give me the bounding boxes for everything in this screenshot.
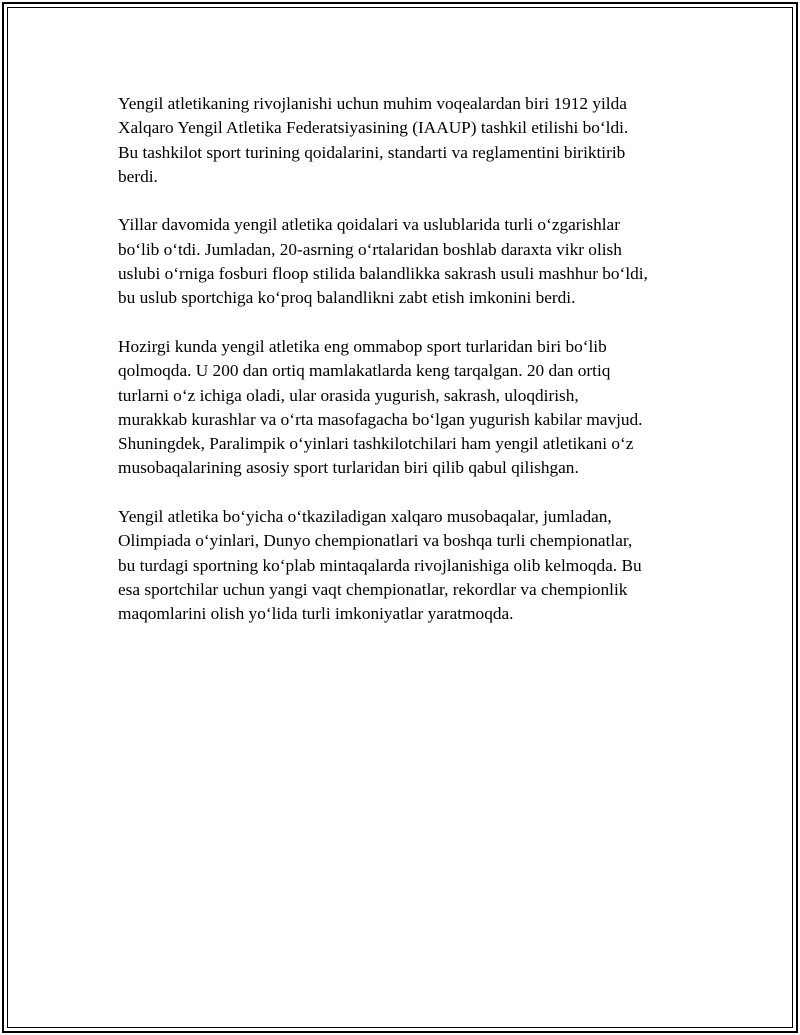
text-line: Yengil atletikaning rivojlanishi uchun muhim voqealardan biri 1912 yilda xyxy=(118,94,627,113)
text-line: Bu tashkilot sport turining qoidalarini, standarti va reglamentini biriktirib xyxy=(118,142,626,162)
paragraph-1 xyxy=(118,92,693,189)
text-line: esa sportchilar uchun yangi vaqt chempionatlar, rekordlar va chempionlik xyxy=(118,579,628,599)
paragraph-2 xyxy=(118,213,693,310)
text-line: Yillar davomida yengil atletika qoidalari va uslublarida turli oʻzgarishlar xyxy=(118,215,620,235)
text-line: musobaqalarining asosiy sport turlaridan biri qilib qabul qilishgan. xyxy=(118,458,579,478)
text-line: qolmoqda. U 200 dan ortiq mamlakatlarda keng tarqalgan. 20 dan ortiq xyxy=(118,361,611,381)
text-line: bu turdagi sportning koʻplab mintaqalarda rivojlanishiga olib kelmoqda. Bu xyxy=(118,555,642,575)
text-line: uslubi oʻrniga fosburi floop stilida balandlikka sakrash usuli mashhur boʻldi, xyxy=(118,264,648,284)
text-line: turlarni oʻz ichiga oladi, ular orasida yugurish, sakrash, uloqdirish, xyxy=(118,385,579,405)
text-line: berdi. xyxy=(118,166,158,186)
text-line: bu uslub sportchiga koʻproq balandlikni zabt etish imkonini berdi. xyxy=(118,288,576,308)
text-line: maqomlarini olish yoʻlida turli imkoniyatlar yaratmoqda. xyxy=(118,604,514,624)
text-line: Olimpiada oʻyinlari, Dunyo chempionatlari va boshqa turli chempionatlar, xyxy=(118,531,633,551)
text-line: Shuningdek, Paralimpik oʻyinlari tashkilotchilari ham yengil atletikani oʻz xyxy=(118,434,634,454)
text-line: Yengil atletika boʻyicha oʻtkaziladigan xalqaro musobaqalar, jumladan, xyxy=(118,507,612,527)
document-body xyxy=(118,92,693,651)
text-line: Xalqaro Yengil Atletika Federatsiyasining (IAAUP) tashkil etilishi boʻldi. xyxy=(118,118,629,138)
paragraph-3 xyxy=(118,335,693,481)
paragraph-4 xyxy=(118,505,693,626)
text-line: murakkab kurashlar va oʻrta masofagacha boʻlgan yugurish kabilar mavjud. xyxy=(118,409,643,429)
text-line: boʻlib oʻtdi. Jumladan, 20-asrning oʻrtalaridan boshlab daraxta vikr olish xyxy=(118,239,622,259)
text-line: Hozirgi kunda yengil atletika eng ommabop sport turlaridan biri boʻlib xyxy=(118,336,607,356)
